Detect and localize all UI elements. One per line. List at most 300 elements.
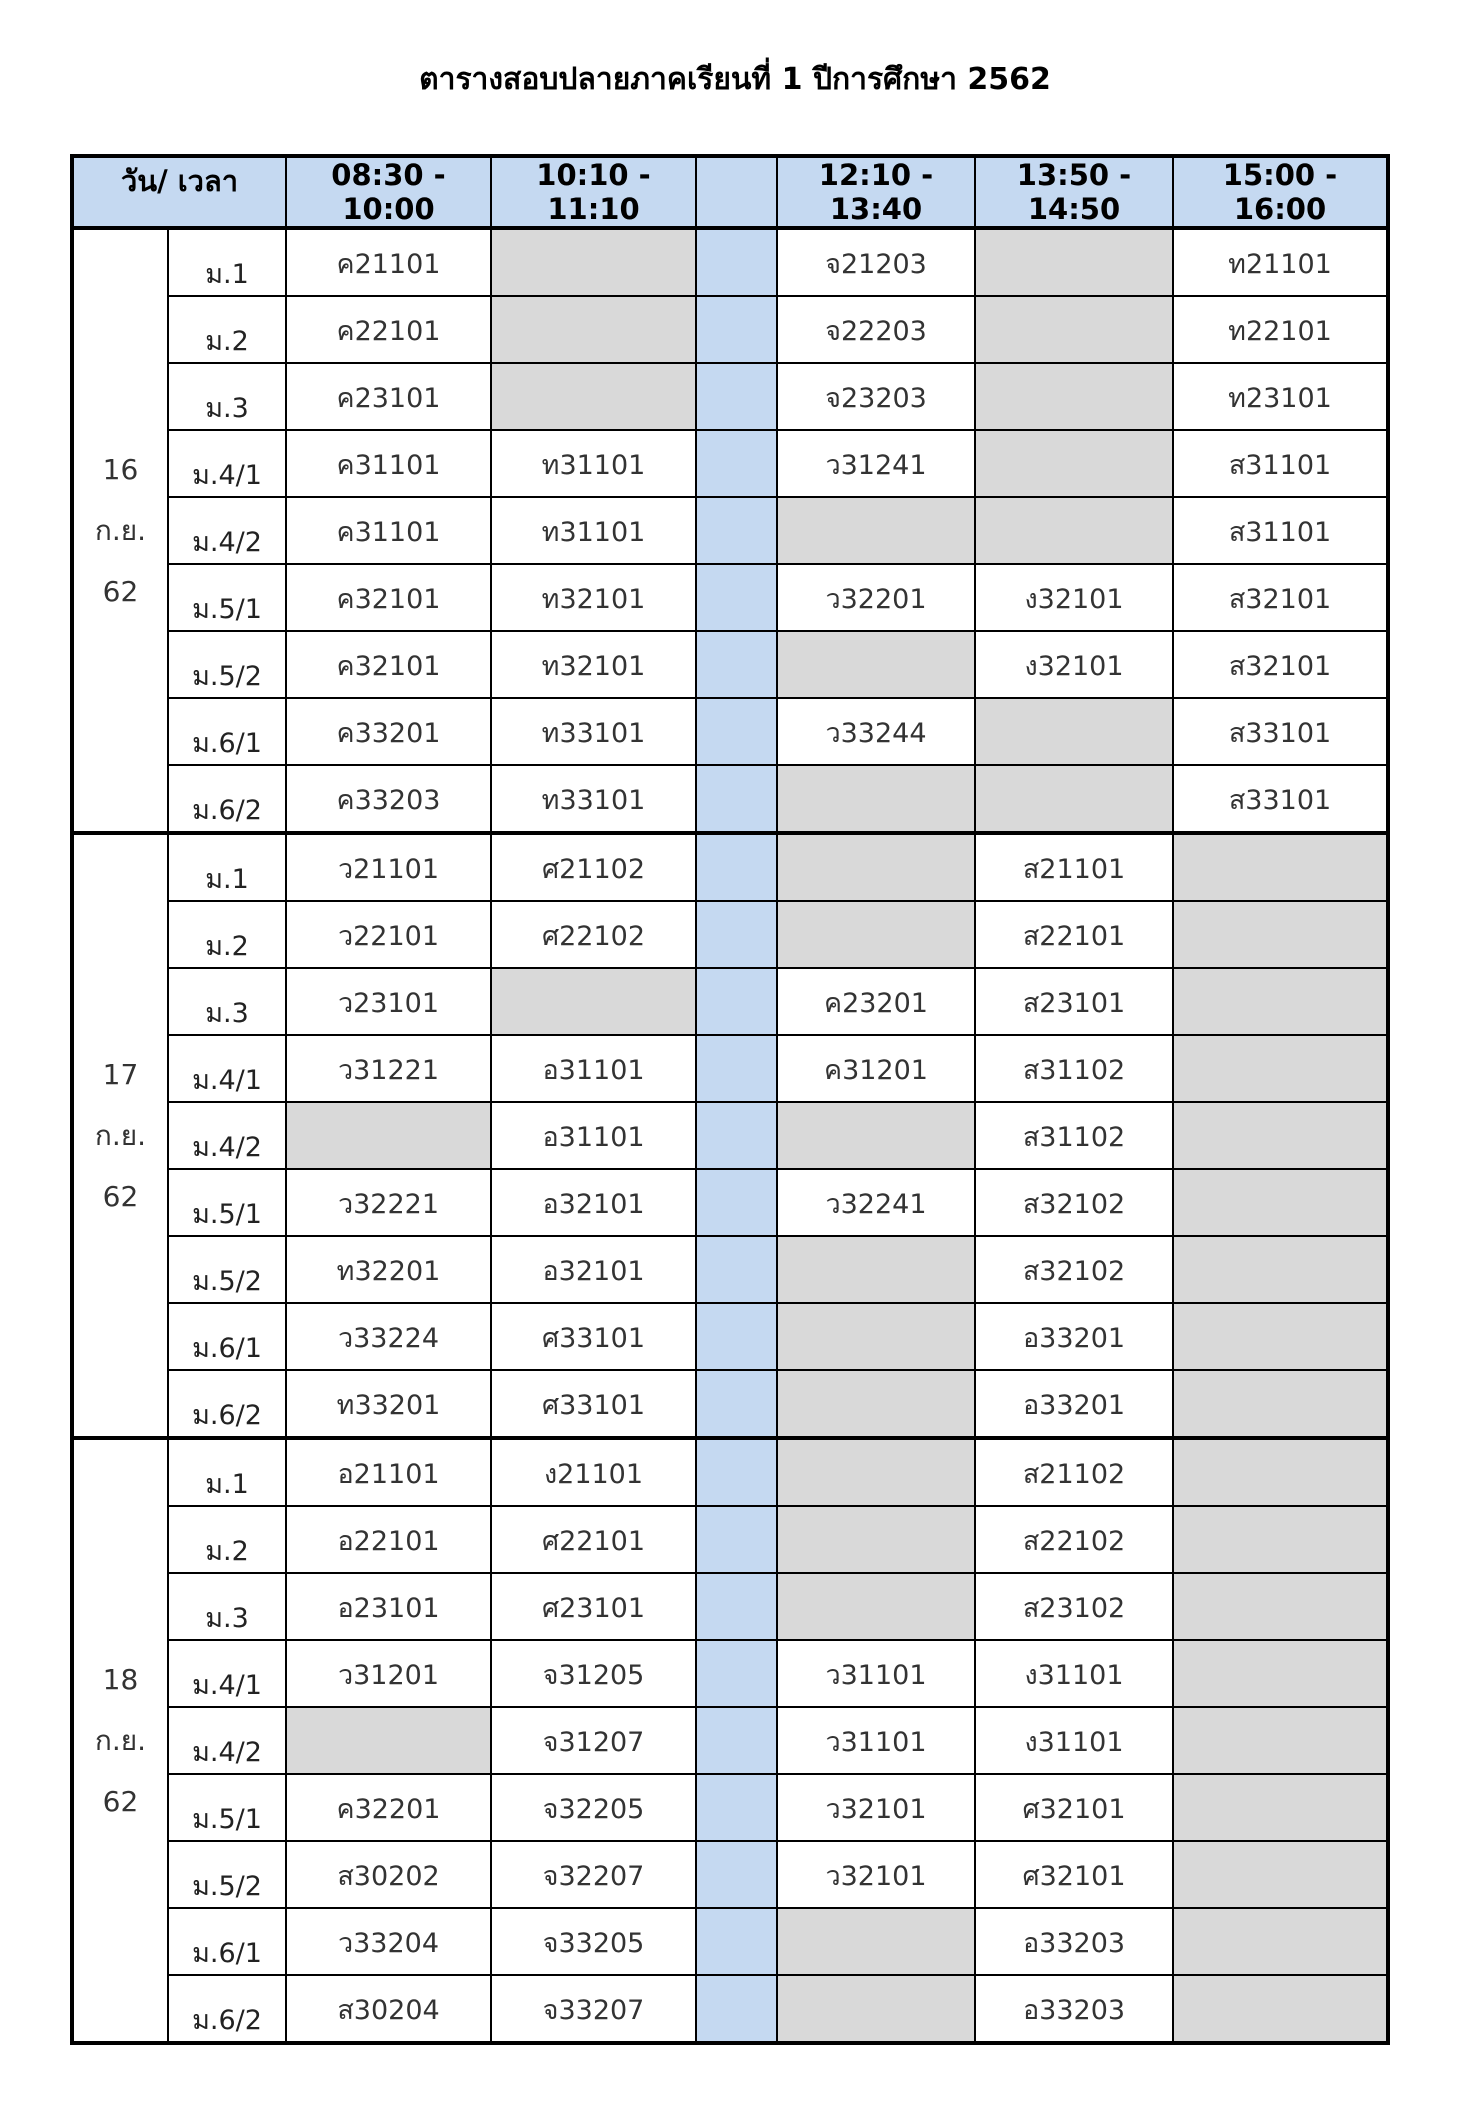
break-cell xyxy=(696,1573,777,1640)
table-row xyxy=(72,765,1388,833)
break-cell xyxy=(696,1707,777,1774)
subject-cell xyxy=(491,968,696,1035)
subject-code: ส32102 xyxy=(1022,1256,1126,1287)
subject-code: ง31101 xyxy=(1024,1727,1124,1758)
subject-cell xyxy=(975,564,1173,631)
subject-cell xyxy=(286,564,491,631)
exam-date-day: 16 xyxy=(102,453,139,486)
subject-cell xyxy=(975,631,1173,698)
grade-label: ม.1 xyxy=(205,1469,249,1500)
table-row xyxy=(72,1774,1388,1841)
subject-cell xyxy=(286,1169,491,1236)
subject-cell xyxy=(975,1303,1173,1370)
subject-code: ศ32101 xyxy=(1022,1794,1126,1825)
grade-label: ม.5/2 xyxy=(192,1266,262,1297)
exam-date-day: 18 xyxy=(102,1663,139,1696)
break-cell xyxy=(696,1975,777,2043)
subject-cell xyxy=(286,968,491,1035)
subject-code: ง32101 xyxy=(1024,584,1124,615)
subject-cell xyxy=(491,631,696,698)
subject-code: อ23101 xyxy=(337,1593,440,1624)
subject-cell xyxy=(491,430,696,497)
break-cell xyxy=(696,564,777,631)
subject-code: ท32201 xyxy=(336,1256,441,1287)
table-row xyxy=(72,1102,1388,1169)
subject-cell xyxy=(975,968,1173,1035)
subject-cell xyxy=(286,1236,491,1303)
schedule-body xyxy=(72,228,1388,2043)
subject-cell xyxy=(1173,430,1388,497)
subject-cell xyxy=(777,1102,975,1169)
subject-cell xyxy=(777,363,975,430)
subject-code: จ32205 xyxy=(542,1794,645,1825)
subject-code: ศ21102 xyxy=(541,854,646,885)
grade-cell xyxy=(168,1035,286,1102)
break-cell xyxy=(696,1303,777,1370)
subject-cell xyxy=(491,1438,696,1506)
subject-cell xyxy=(975,765,1173,833)
exam-date-month: ก.ย. xyxy=(94,1724,147,1757)
subject-code: ท23101 xyxy=(1228,383,1332,414)
day-time-header: วัน/ เวลา xyxy=(72,156,286,228)
table-row xyxy=(72,228,1388,296)
grade-cell xyxy=(168,968,286,1035)
subject-code: ค33203 xyxy=(336,785,441,816)
subject-cell xyxy=(1173,564,1388,631)
subject-code: ส21101 xyxy=(1022,854,1126,885)
subject-cell xyxy=(491,1102,696,1169)
subject-code: ค22101 xyxy=(336,316,441,347)
subject-cell xyxy=(491,1370,696,1438)
grade-label: ม.3 xyxy=(205,1603,249,1634)
subject-code: ส32101 xyxy=(1228,651,1332,682)
subject-code: ส23101 xyxy=(1022,988,1126,1019)
subject-cell xyxy=(777,430,975,497)
subject-cell xyxy=(491,564,696,631)
subject-cell xyxy=(491,497,696,564)
grade-cell xyxy=(168,363,286,430)
subject-cell xyxy=(1173,1573,1388,1640)
subject-code: ค23201 xyxy=(824,988,928,1019)
subject-cell xyxy=(286,1102,491,1169)
subject-cell xyxy=(286,1841,491,1908)
grade-label: ม.2 xyxy=(205,931,249,962)
subject-cell xyxy=(286,631,491,698)
subject-code: ส23102 xyxy=(1022,1593,1126,1624)
grade-cell xyxy=(168,765,286,833)
break-cell xyxy=(696,765,777,833)
subject-code: ส33101 xyxy=(1228,718,1332,749)
subject-cell xyxy=(975,1169,1173,1236)
break-cell xyxy=(696,1236,777,1303)
subject-code: ส30204 xyxy=(337,1995,440,2026)
subject-cell xyxy=(777,1035,975,1102)
break-cell xyxy=(696,430,777,497)
subject-cell xyxy=(286,363,491,430)
subject-cell xyxy=(286,1438,491,1506)
table-row xyxy=(72,1640,1388,1707)
subject-cell xyxy=(777,296,975,363)
subject-cell xyxy=(777,833,975,901)
subject-cell xyxy=(777,765,975,833)
table-row xyxy=(72,1303,1388,1370)
exam-date-month: ก.ย. xyxy=(94,1119,147,1152)
table-row xyxy=(72,833,1388,901)
time-slot-header: 15:00 - 16:00 xyxy=(1173,156,1388,228)
subject-cell xyxy=(491,1640,696,1707)
break-cell xyxy=(696,1841,777,1908)
grade-label: ม.6/2 xyxy=(192,1400,262,1431)
subject-cell xyxy=(975,1370,1173,1438)
grade-cell xyxy=(168,631,286,698)
break-cell xyxy=(696,901,777,968)
subject-cell xyxy=(491,1506,696,1573)
exam-date-year: 62 xyxy=(102,1785,139,1818)
subject-cell xyxy=(975,497,1173,564)
grade-cell xyxy=(168,698,286,765)
subject-cell xyxy=(975,1774,1173,1841)
subject-cell xyxy=(286,698,491,765)
grade-cell xyxy=(168,1841,286,1908)
subject-cell xyxy=(777,968,975,1035)
subject-cell xyxy=(1173,833,1388,901)
table-row xyxy=(72,1236,1388,1303)
break-cell xyxy=(696,228,777,296)
grade-label: ม.6/1 xyxy=(192,728,262,759)
subject-cell xyxy=(286,1573,491,1640)
table-row xyxy=(72,1908,1388,1975)
subject-cell xyxy=(777,1908,975,1975)
subject-cell xyxy=(491,1707,696,1774)
subject-code: ง21101 xyxy=(543,1459,644,1490)
subject-cell xyxy=(975,1236,1173,1303)
grade-cell xyxy=(168,1640,286,1707)
subject-cell xyxy=(1173,1908,1388,1975)
subject-code: จ22203 xyxy=(825,316,927,347)
grade-cell xyxy=(168,1303,286,1370)
subject-code: จ33205 xyxy=(542,1928,645,1959)
subject-cell xyxy=(975,1908,1173,1975)
subject-code: อ31101 xyxy=(542,1055,645,1086)
subject-code: ว33224 xyxy=(337,1323,440,1354)
subject-code: จ33207 xyxy=(542,1995,645,2026)
subject-code: ท21101 xyxy=(1228,249,1332,280)
exam-date-month: ก.ย. xyxy=(94,514,147,547)
subject-code: ค33201 xyxy=(336,718,441,749)
subject-code: อ32101 xyxy=(542,1189,645,1220)
subject-code: ว22101 xyxy=(337,921,440,952)
subject-code: ส21102 xyxy=(1022,1459,1126,1490)
subject-code: ค23101 xyxy=(336,383,441,414)
grade-label: ม.6/1 xyxy=(192,1938,262,1969)
subject-cell xyxy=(975,1438,1173,1506)
table-row xyxy=(72,1573,1388,1640)
grade-cell xyxy=(168,1169,286,1236)
subject-cell xyxy=(491,1841,696,1908)
exam-date-cell xyxy=(72,1438,168,2043)
table-row xyxy=(72,901,1388,968)
subject-cell xyxy=(286,1303,491,1370)
subject-cell xyxy=(777,631,975,698)
grade-cell xyxy=(168,1774,286,1841)
subject-cell xyxy=(1173,296,1388,363)
subject-cell xyxy=(1173,631,1388,698)
exam-date-day: 17 xyxy=(102,1058,139,1091)
break-cell xyxy=(696,1102,777,1169)
subject-cell xyxy=(777,1506,975,1573)
grade-label: ม.3 xyxy=(205,998,249,1029)
subject-code: อ33201 xyxy=(1022,1323,1126,1354)
subject-code: จ21203 xyxy=(825,249,927,280)
subject-cell xyxy=(777,1438,975,1506)
table-row xyxy=(72,698,1388,765)
subject-code: ส30202 xyxy=(337,1861,440,1892)
exam-date-year: 62 xyxy=(102,1180,139,1213)
subject-cell xyxy=(491,698,696,765)
subject-cell xyxy=(491,1774,696,1841)
break-cell xyxy=(696,1506,777,1573)
subject-cell xyxy=(1173,1975,1388,2043)
subject-code: ว31201 xyxy=(337,1660,440,1691)
grade-label: ม.4/2 xyxy=(192,1737,262,1768)
subject-cell xyxy=(1173,228,1388,296)
subject-code: ส33101 xyxy=(1228,785,1332,816)
subject-cell xyxy=(1173,1841,1388,1908)
grade-cell xyxy=(168,1707,286,1774)
subject-cell xyxy=(491,901,696,968)
grade-label: ม.6/2 xyxy=(192,795,262,826)
subject-code: ว32201 xyxy=(825,584,927,615)
subject-cell xyxy=(491,1908,696,1975)
break-cell xyxy=(696,1640,777,1707)
time-slot-header: 08:30 - 10:00 xyxy=(286,156,491,228)
subject-cell xyxy=(975,1975,1173,2043)
table-row xyxy=(72,564,1388,631)
subject-code: ว33204 xyxy=(337,1928,440,1959)
subject-code: ว21101 xyxy=(337,854,440,885)
subject-cell xyxy=(777,901,975,968)
break-cell xyxy=(696,698,777,765)
time-slot-header: 12:10 - 13:40 xyxy=(777,156,975,228)
subject-code: ค32101 xyxy=(336,584,441,615)
exam-schedule-table xyxy=(70,154,1390,2045)
time-slot-header: 13:50 - 14:50 xyxy=(975,156,1173,228)
subject-code: ว33244 xyxy=(825,718,927,749)
subject-code: ส31101 xyxy=(1228,450,1332,481)
break-cell xyxy=(696,1438,777,1506)
subject-cell xyxy=(1173,1707,1388,1774)
subject-cell xyxy=(777,1573,975,1640)
subject-code: ค32201 xyxy=(336,1794,441,1825)
break-cell xyxy=(696,833,777,901)
subject-cell xyxy=(1173,1506,1388,1573)
subject-code: ค21101 xyxy=(336,249,441,280)
subject-code: ท22101 xyxy=(1228,316,1332,347)
break-header xyxy=(696,156,777,228)
subject-cell xyxy=(975,1035,1173,1102)
subject-code: ส31101 xyxy=(1228,517,1332,548)
subject-cell xyxy=(975,1573,1173,1640)
subject-code: อ31101 xyxy=(542,1122,645,1153)
subject-cell xyxy=(1173,698,1388,765)
subject-code: ส22101 xyxy=(1022,921,1126,952)
subject-cell xyxy=(286,296,491,363)
subject-code: จ23203 xyxy=(825,383,927,414)
grade-label: ม.2 xyxy=(205,1536,249,1567)
subject-code: ส31102 xyxy=(1022,1055,1126,1086)
grade-cell xyxy=(168,497,286,564)
subject-cell xyxy=(777,1303,975,1370)
subject-code: ท31101 xyxy=(541,517,646,548)
subject-cell xyxy=(1173,1035,1388,1102)
subject-cell xyxy=(1173,1236,1388,1303)
subject-cell xyxy=(286,901,491,968)
subject-cell xyxy=(777,564,975,631)
table-row xyxy=(72,1841,1388,1908)
break-cell xyxy=(696,296,777,363)
subject-cell xyxy=(1173,901,1388,968)
subject-cell xyxy=(1173,1438,1388,1506)
subject-cell xyxy=(975,430,1173,497)
grade-label: ม.4/1 xyxy=(192,460,262,491)
subject-code: ว31221 xyxy=(337,1055,440,1086)
subject-cell xyxy=(286,497,491,564)
subject-code: อ21101 xyxy=(337,1459,440,1490)
subject-cell xyxy=(491,296,696,363)
table-row xyxy=(72,296,1388,363)
grade-cell xyxy=(168,564,286,631)
table-row xyxy=(72,1438,1388,1506)
break-cell xyxy=(696,363,777,430)
grade-cell xyxy=(168,1370,286,1438)
subject-cell xyxy=(975,698,1173,765)
subject-cell xyxy=(491,1236,696,1303)
grade-cell xyxy=(168,833,286,901)
subject-cell xyxy=(777,1236,975,1303)
break-cell xyxy=(696,1035,777,1102)
subject-code: ว32241 xyxy=(825,1189,927,1220)
subject-code: อ33203 xyxy=(1022,1995,1126,2026)
subject-cell xyxy=(1173,1303,1388,1370)
subject-cell xyxy=(777,228,975,296)
subject-cell xyxy=(777,1975,975,2043)
subject-cell xyxy=(777,1640,975,1707)
subject-cell xyxy=(286,1908,491,1975)
subject-cell xyxy=(286,1035,491,1102)
subject-cell xyxy=(286,833,491,901)
subject-code: ศ22101 xyxy=(541,1526,646,1557)
subject-code: ค31101 xyxy=(336,517,441,548)
grade-label: ม.6/1 xyxy=(192,1333,262,1364)
subject-code: ส31102 xyxy=(1022,1122,1126,1153)
subject-cell xyxy=(491,1169,696,1236)
grade-cell xyxy=(168,1908,286,1975)
subject-code: จ31205 xyxy=(542,1660,645,1691)
grade-label: ม.5/1 xyxy=(192,1199,262,1230)
subject-code: ค31101 xyxy=(336,450,441,481)
grade-label: ม.1 xyxy=(205,864,249,895)
grade-cell xyxy=(168,1236,286,1303)
subject-code: ศ22102 xyxy=(541,921,646,952)
subject-code: อ33203 xyxy=(1022,1928,1126,1959)
break-cell xyxy=(696,631,777,698)
subject-code: ส32102 xyxy=(1022,1189,1126,1220)
subject-code: จ32207 xyxy=(542,1861,645,1892)
grade-label: ม.5/1 xyxy=(192,594,262,625)
table-row xyxy=(72,968,1388,1035)
grade-cell xyxy=(168,1506,286,1573)
subject-cell xyxy=(491,1035,696,1102)
time-slot-header: 10:10 - 11:10 xyxy=(491,156,696,228)
subject-code: ศ23101 xyxy=(541,1593,646,1624)
subject-cell xyxy=(777,1707,975,1774)
subject-cell xyxy=(286,1370,491,1438)
subject-cell xyxy=(975,296,1173,363)
subject-code: ส32101 xyxy=(1228,584,1332,615)
subject-code: ค31201 xyxy=(824,1055,928,1086)
table-row xyxy=(72,1035,1388,1102)
subject-cell xyxy=(491,833,696,901)
subject-cell xyxy=(777,1370,975,1438)
table-row xyxy=(72,430,1388,497)
grade-cell xyxy=(168,1438,286,1506)
grade-label: ม.3 xyxy=(205,393,249,424)
subject-cell xyxy=(975,228,1173,296)
subject-cell xyxy=(286,1640,491,1707)
subject-code: ท32101 xyxy=(541,651,646,682)
grade-label: ม.4/1 xyxy=(192,1670,262,1701)
subject-code: ศ32101 xyxy=(1022,1861,1126,1892)
break-cell xyxy=(696,1370,777,1438)
subject-code: ว32101 xyxy=(825,1794,927,1825)
subject-code: อ22101 xyxy=(337,1526,440,1557)
subject-cell xyxy=(1173,1102,1388,1169)
subject-cell xyxy=(975,1841,1173,1908)
subject-code: จ31207 xyxy=(542,1727,645,1758)
subject-cell xyxy=(286,1506,491,1573)
grade-label: ม.4/1 xyxy=(192,1065,262,1096)
table-row xyxy=(72,631,1388,698)
page-title: ตารางสอบปลายภาคเรียนที่ 1 ปีการศึกษา 2562 xyxy=(419,62,1051,97)
subject-cell xyxy=(1173,1774,1388,1841)
subject-code: ท33101 xyxy=(541,785,646,816)
subject-cell xyxy=(1173,1640,1388,1707)
subject-cell xyxy=(1173,968,1388,1035)
grade-label: ม.1 xyxy=(205,259,249,290)
grade-cell xyxy=(168,430,286,497)
subject-code: ท33101 xyxy=(541,718,646,749)
subject-cell xyxy=(1173,363,1388,430)
grade-label: ม.5/2 xyxy=(192,661,262,692)
table-row xyxy=(72,497,1388,564)
header-row xyxy=(72,156,1388,228)
break-cell xyxy=(696,497,777,564)
subject-cell xyxy=(975,1640,1173,1707)
subject-cell xyxy=(286,228,491,296)
grade-cell xyxy=(168,228,286,296)
subject-code: ว32221 xyxy=(337,1189,440,1220)
subject-code: ว32101 xyxy=(825,1861,927,1892)
grade-label: ม.5/2 xyxy=(192,1871,262,1902)
subject-cell xyxy=(975,363,1173,430)
exam-date-cell xyxy=(72,833,168,1438)
subject-cell xyxy=(491,1975,696,2043)
subject-cell xyxy=(1173,765,1388,833)
grade-cell xyxy=(168,1573,286,1640)
grade-label: ม.2 xyxy=(205,326,249,357)
subject-cell xyxy=(286,1774,491,1841)
subject-cell xyxy=(286,430,491,497)
